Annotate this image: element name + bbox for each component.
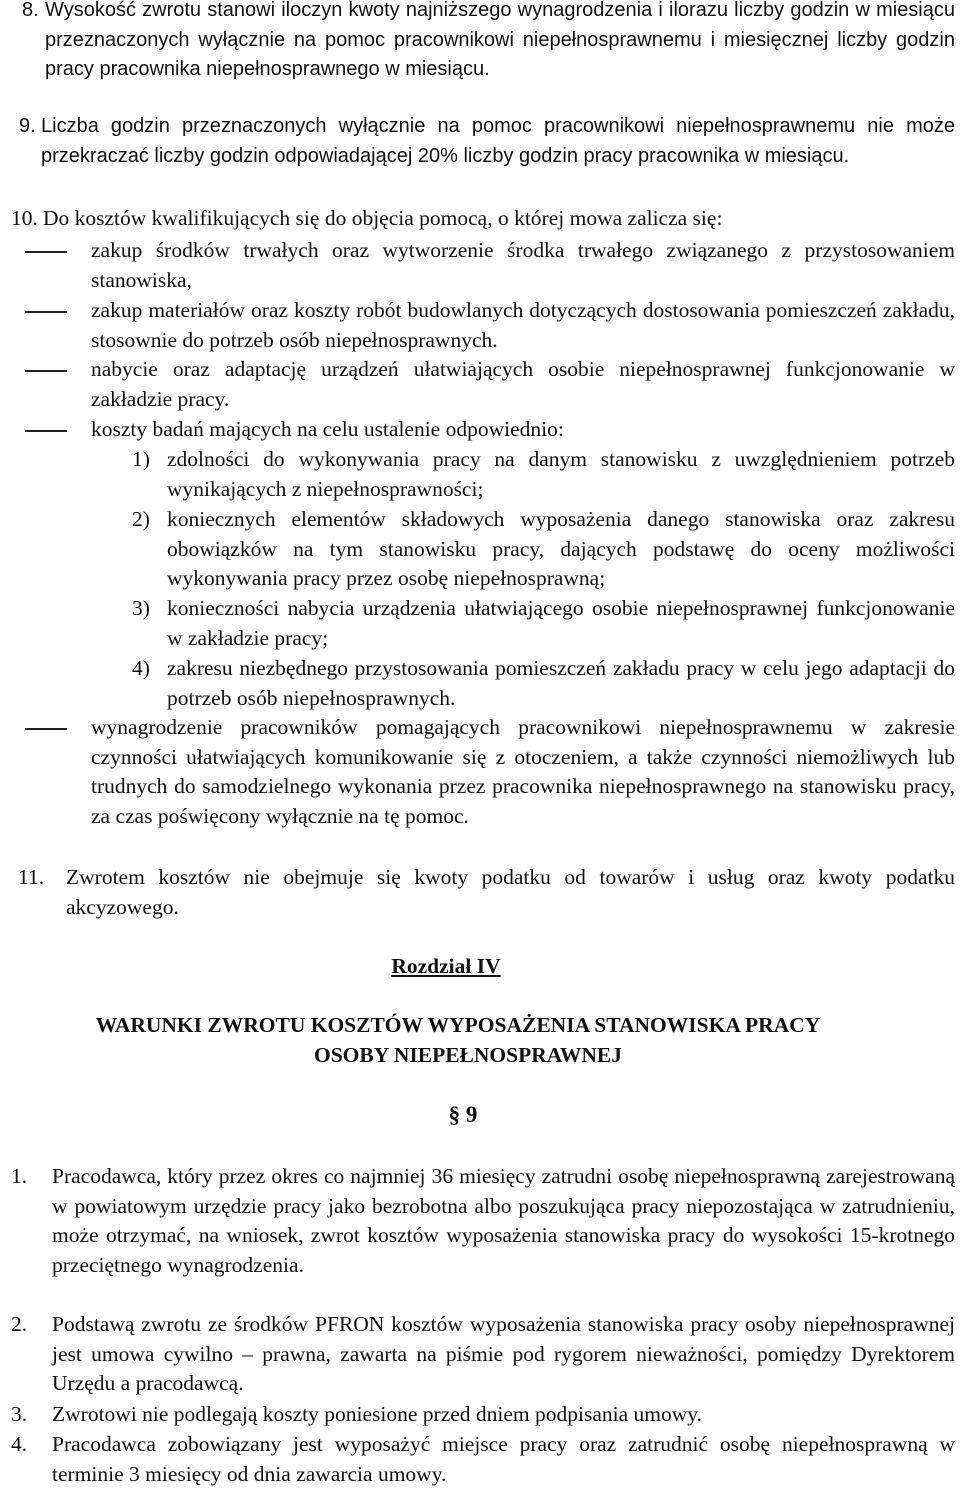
sub-item-text-1: zdolności do wykonywania pracy na danym stanowisku z uwzględnieniem potrzeb wynikających z niepełnosprawności; — [167, 447, 955, 501]
sub-item-text-4: zakresu niezbędnego przystosowania pomieszczeń zakładu pracy w celu jego adaptacji do potrzeb osób niepełnosprawnych. — [167, 656, 955, 710]
section-item-text-1: Pracodawca, który przez okres co najmniej 36 miesięcy zatrudni osobę niepełnosprawną zarejestrowaną w powiatowym urzędzie pracy jako bezrobotna albo poszukująca pracy niepozostająca w zatrudnieniu, może otrzymać, na wniosek, zwrot kosztów wyposażenia stanowiska pracy do wysokości 15-krotnego przeciętnego wynagrodzenia. — [52, 1164, 955, 1277]
chapter-heading-line-2: OSOBY NIEPEŁNOSPRAWNEJ — [313, 1043, 623, 1067]
section-item-text-2: Podstawą zwrotu ze środków PFRON kosztów wyposażenia stanowiska pracy osoby niepełnosprawnej jest umowa cywilno – prawna, zawarta na piśmie pod rygorem nieważności, pomiędzy Dyrektorem Urzędu a pracodawcą. — [52, 1312, 955, 1396]
dash-item-2: zakup materiałów oraz koszty robót budowlanych dotyczących dostosowania pomieszczeń zakładu, stosownie do potrzeb osób niepełnosprawnych. — [91, 298, 955, 352]
section-item-number-3: 3. — [11, 1402, 28, 1426]
item-text-10: Do kosztów kwalifikujących się do objęcia pomocą, o której mowa zalicza się: — [43, 206, 723, 230]
dash-item-4: koszty badań mających na celu ustalenie odpowiednio: — [91, 417, 564, 441]
item-number-11: 11. — [18, 865, 45, 889]
dash-bullet — [25, 311, 67, 313]
sub-item-number-3: 3) — [132, 596, 150, 620]
chapter-heading-line-1: WARUNKI ZWROTU KOSZTÓW WYPOSAŻENIA STANOWISKA PRACY — [95, 1013, 821, 1037]
item-text-8: Wysokość zwrotu stanowi iloczyn kwoty najniższego wynagrodzenia i ilorazu liczby godzin w miesiącu przeznaczonych wyłącznie na pomoc pracownikowi niepełnosprawnemu i miesięcznej liczby godzin pracy pracownika niepełnosprawnego w miesiącu. — [45, 0, 955, 81]
section-item-number-1: 1. — [11, 1164, 28, 1188]
sub-item-number-1: 1) — [132, 447, 150, 471]
sub-item-text-2: koniecznych elementów składowych wyposażenia danego stanowiska oraz zakresu obowiązków na tym stanowisku pracy, dających podstawę do oceny możliwości wykonywania pracy przez osobę niepełnosprawną; — [167, 507, 955, 591]
chapter-title: Rozdział IV — [391, 954, 501, 978]
dash-item-1: zakup środków trwałych oraz wytworzenie środka trwałego związanego z przystosowaniem stanowiska, — [91, 238, 955, 292]
section-mark: § 9 — [448, 1102, 478, 1127]
dash-bullet — [25, 430, 67, 432]
section-item-text-3: Zwrotowi nie podlegają koszty poniesione przed dniem podpisania umowy. — [52, 1402, 703, 1426]
section-item-text-4: Pracodawca zobowiązany jest wyposażyć miejsce pracy oraz zatrudnić osobę niepełnosprawną w terminie 3 miesięcy od dnia zawarcia umowy. — [52, 1432, 955, 1486]
item-number-8: 8. — [22, 0, 39, 21]
dash-bullet — [25, 251, 67, 253]
sub-item-number-4: 4) — [132, 656, 150, 680]
sub-item-text-3: konieczności nabycia urządzenia ułatwiającego osobie niepełnosprawnej funkcjonowanie w zakładzie pracy; — [167, 596, 955, 650]
item-number-9: 9. — [19, 115, 36, 137]
item-number-10: 10. — [11, 206, 38, 230]
dash-bullet — [25, 728, 67, 730]
section-item-number-2: 2. — [11, 1312, 28, 1336]
dash-item-3: nabycie oraz adaptację urządzeń ułatwiających osobie niepełnosprawnej funkcjonowanie w zakładzie pracy. — [91, 357, 955, 411]
dash-item-5: wynagrodzenie pracowników pomagających pracownikowi niepełnosprawnemu w zakresie czynności ułatwiających komunikowanie się z otoczeniem, a także czynności niemożliwych lub trudnych do samodzielnego wykonania przez pracownika niepełnosprawnego na stanowisku pracy, za czas poświęcony wyłącznie na tę pomoc. — [91, 715, 955, 828]
section-item-number-4: 4. — [11, 1432, 28, 1456]
item-text-9: Liczba godzin przeznaczonych wyłącznie na pomoc pracownikowi niepełnosprawnemu nie może przekraczać liczby godzin odpowiadającej 20% liczby godzin pracy pracownika w miesiącu. — [41, 115, 955, 167]
sub-item-number-2: 2) — [132, 507, 150, 531]
item-text-11: Zwrotem kosztów nie obejmuje się kwoty podatku od towarów i usług oraz kwoty podatku akcyzowego. — [66, 865, 955, 919]
dash-bullet — [25, 370, 67, 372]
